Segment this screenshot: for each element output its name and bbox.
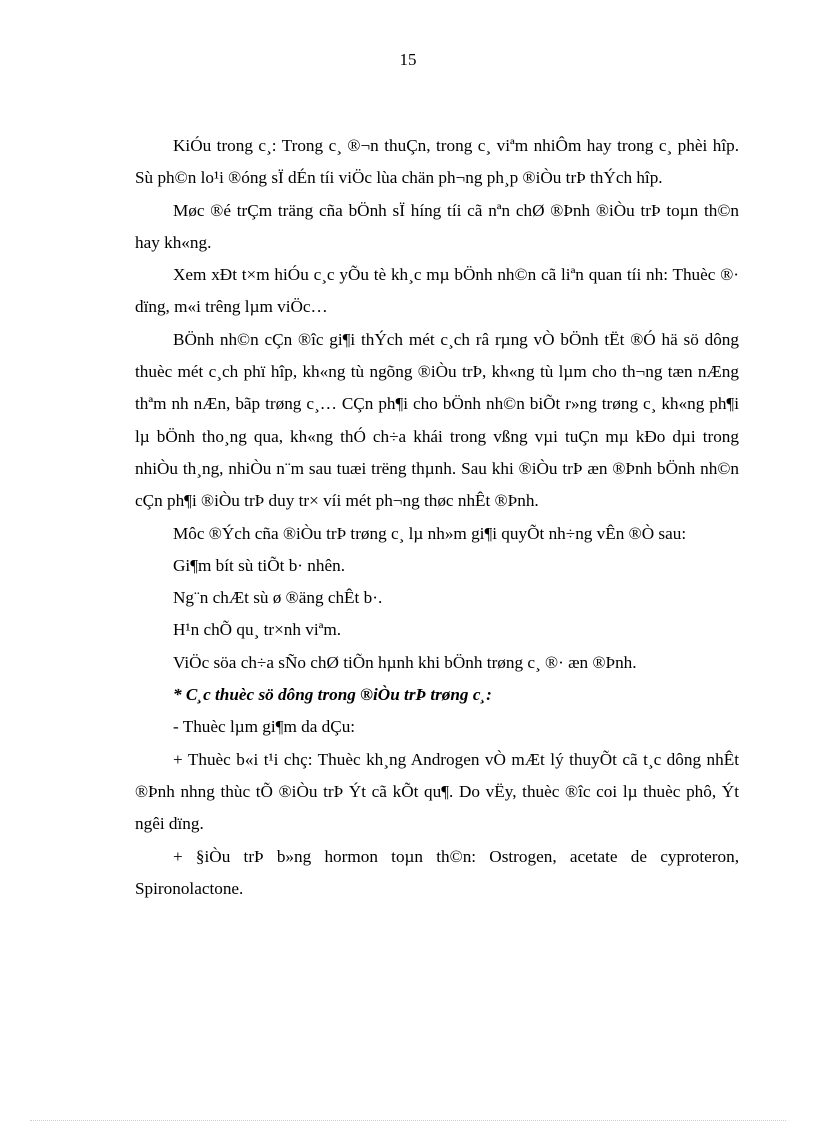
document-body [135, 130, 739, 905]
paragraph-hormone-treatment: + §iÒu trÞ b»ng hormon toµn th©n: Ostrogen, acetate de cyproteron, Spironolactone. [135, 846, 739, 898]
list-item: Ng¨n chÆt sù ø ®äng chÊt b·. [173, 588, 383, 608]
list-item: ViÖc söa ch÷a sÑo chØ tiÕn hµnh khi bÖnh trøng c¸ ®· æn ®Þnh. [173, 652, 637, 672]
paragraph-other-factors: Xem xÐt t×m hiÓu c¸c yÕu tè kh¸c mµ bÖnh nh©n cã liªn quan tíi nh: Thuèc ®· dïng, m«i trêng lµm viÖc… [135, 265, 739, 317]
paragraph-patient-education: BÖnh nh©n cÇn ®îc gi¶i thÝch mét c¸ch râ rµng vÒ bÖnh tËt ®Ó hä sö dông thuèc mét c¸ch phï hîp, kh«ng tù ngõng ®iÒu trÞ, kh«ng tù lµm cho th¬ng tæn nÆng thªm nh nÆn, bãp trøng c¸… CÇn ph¶i cho bÖnh nh©n biÕt r»ng trøng c¸ kh«ng ph¶i lµ bÖnh tho¸ng qua, kh«ng thÓ ch÷a khái trong vßng vµi tuÇn mµ kÐo dµi trong nhiÒu th¸ng, nhiÒu n¨m sau tuæi trëng thµnh. Sau khi ®iÒu trÞ æn ®Þnh bÖnh nh©n cÇn ph¶i ®iÒu trÞ duy tr× víi mét ph¬ng thøc nhÊt ®Þnh. [135, 329, 739, 511]
page-bottom-divider [30, 1120, 786, 1121]
sub-heading: - Thuèc lµm gi¶m da dÇu: [173, 717, 356, 737]
paragraph-severity: Møc ®é trÇm träng cña bÖnh sÏ híng tíi cã nªn chØ ®Þnh ®iÒu trÞ toµn th©n hay kh«ng. [135, 200, 739, 252]
section-heading: * C¸c thuèc sö dông trong ®iÒu trÞ trøng c¸: [173, 685, 492, 705]
list-item: Gi¶m bít sù tiÕt b· nhên. [173, 555, 346, 575]
page-number: 15 [399, 50, 417, 69]
paragraph-topical-treatment: + Thuèc b«i t¹i chç: Thuèc kh¸ng Androgen vÒ mÆt lý thuyÕt cã t¸c dông nhÊt ®Þnh nhng thùc tÕ ®iÒu trÞ Ýt cã kÕt qu¶. Do vËy, thuèc ®îc coi lµ thuèc phô, Ýt ngêi dïng. [135, 749, 739, 834]
paragraph-acne-type: KiÓu trong c¸: Trong c¸ ®¬n thuÇn, trong c¸ viªm nhiÔm hay trong c¸ phèi hîp. Sù ph©n lo¹i ®óng sÏ dÉn tíi viÖc lùa chän ph¬ng ph¸p ®iÒu trÞ thÝch hîp. [135, 136, 739, 188]
list-item: H¹n chÕ qu¸ tr×nh viªm. [173, 620, 342, 640]
paragraph-treatment-goals: Môc ®Ých cña ®iÒu trÞ trøng c¸ lµ nh»m gi¶i quyÕt nh÷ng vÊn ®Ò sau: [173, 523, 687, 543]
